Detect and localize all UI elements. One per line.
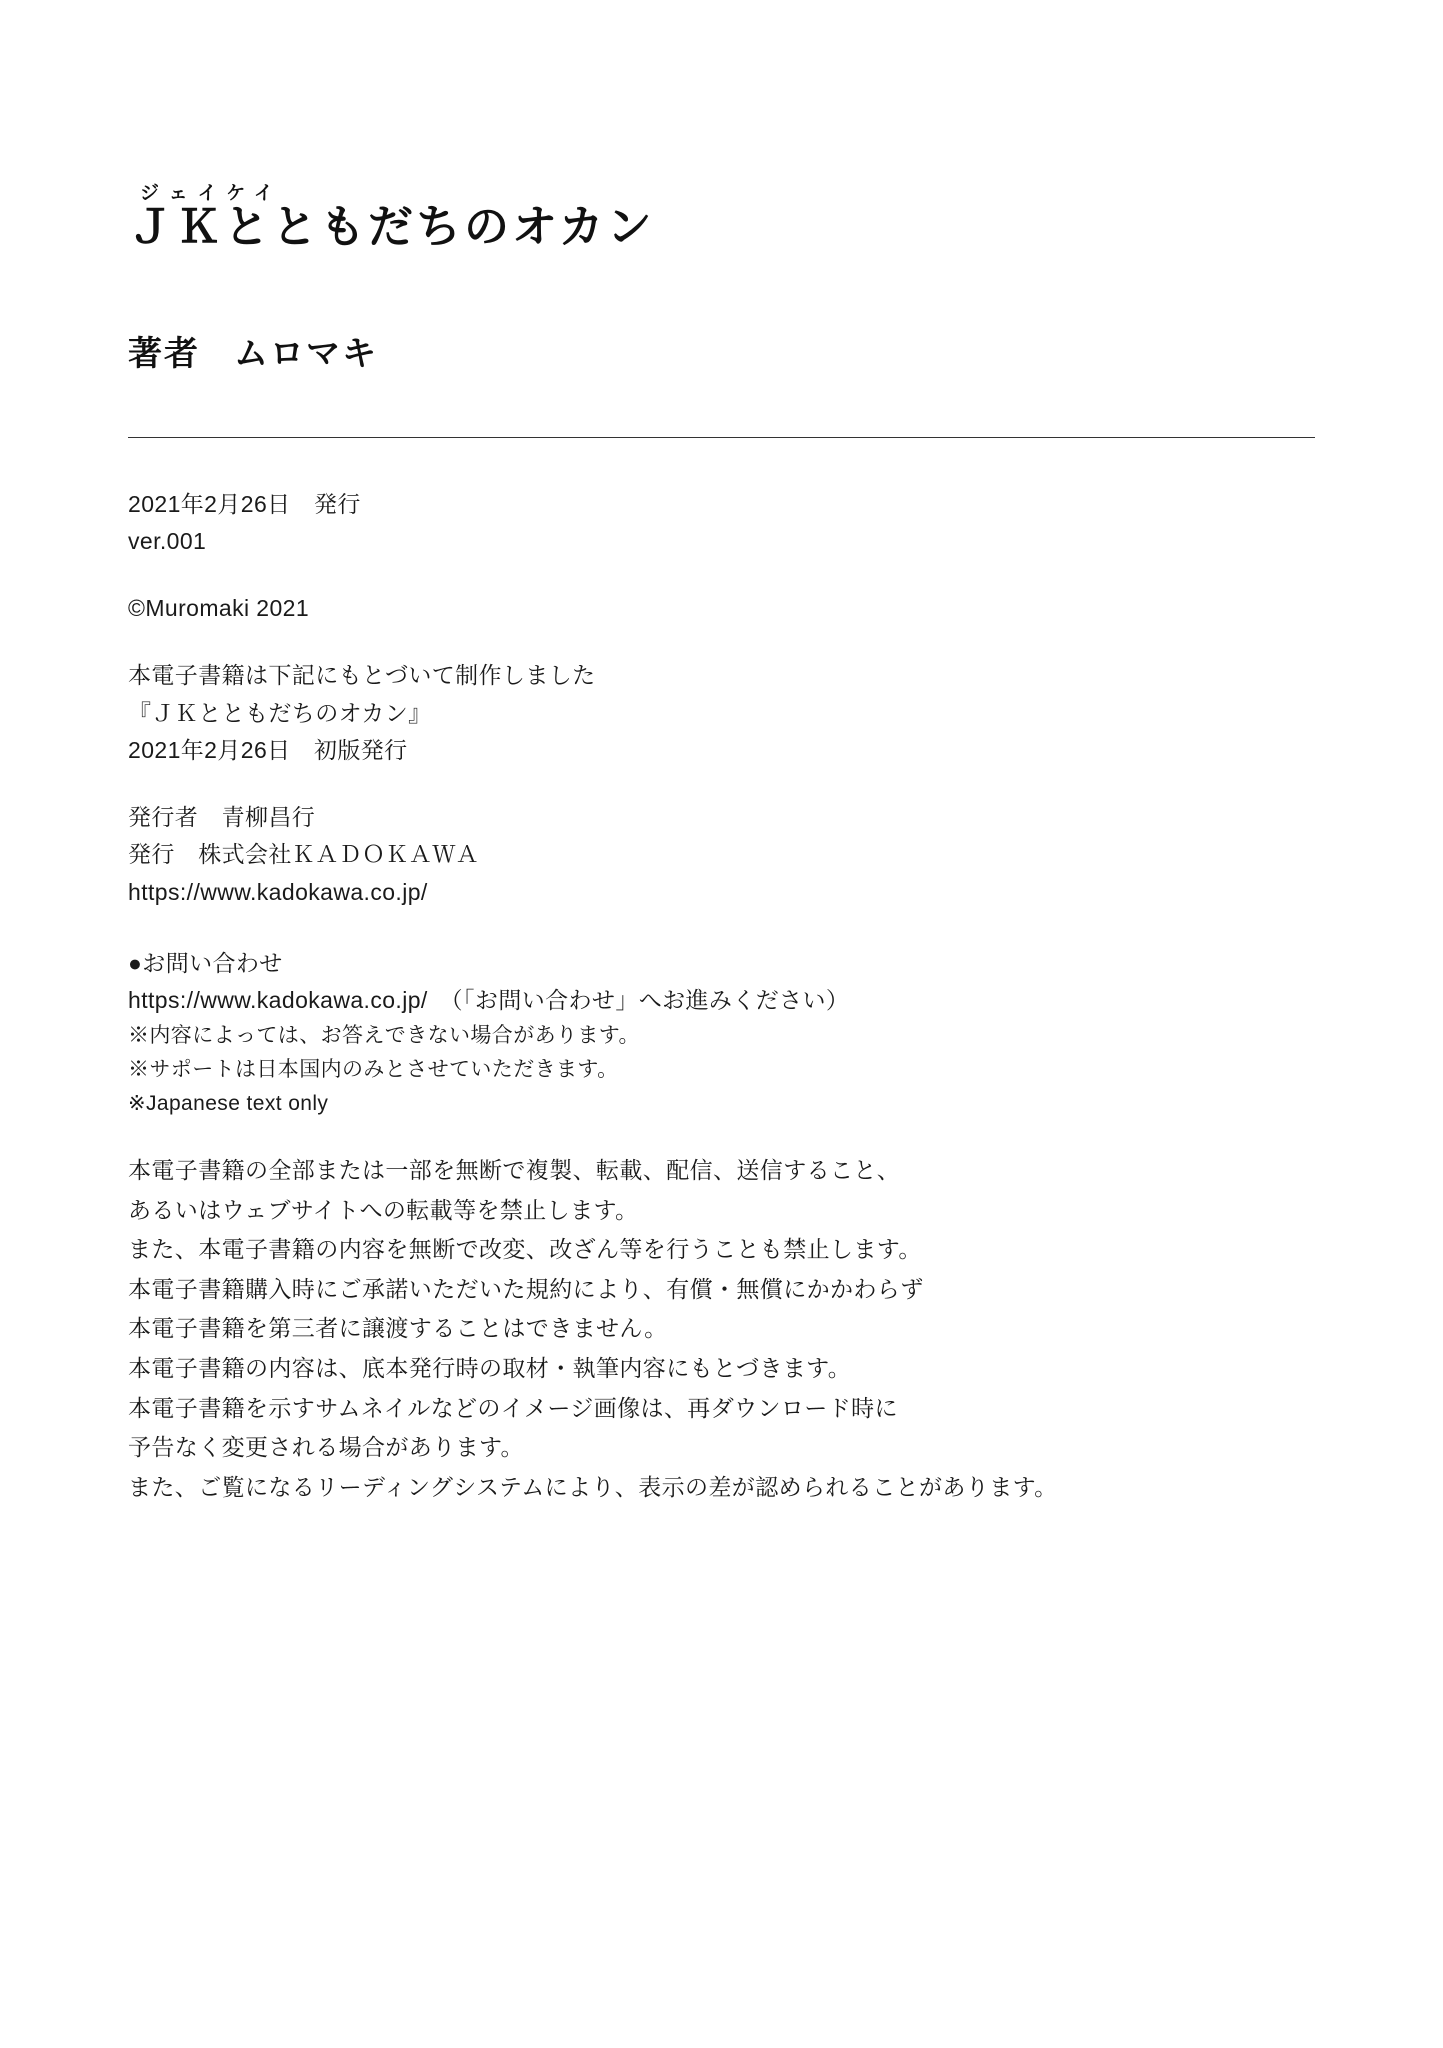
- author-name: ムロマキ: [234, 334, 378, 373]
- publisher-company: 発行 株式会社ＫＡＤＯＫＡＷＡ: [128, 841, 479, 868]
- contact-heading: ●お問い合わせ: [128, 949, 283, 976]
- legal-line: 本電子書籍を第三者に譲渡することはできません。: [128, 1315, 668, 1342]
- author-label: 著者: [128, 334, 200, 373]
- legal-line: 予告なく変更される場合があります。: [128, 1434, 524, 1461]
- basis-block: [128, 657, 1315, 769]
- legal-line: また、ご覧になるリーディングシステムにより、表示の差が認められることがあります。: [128, 1473, 1058, 1500]
- publication-info: [128, 486, 1315, 561]
- contact-note-2: ※サポートは日本国内のみとさせていただきます。: [128, 1058, 619, 1082]
- legal-line: 本電子書籍の内容は、底本発行時の取材・執筆内容にもとづきます。: [128, 1355, 852, 1382]
- publish-date: 2021年2月26日 発行: [128, 490, 361, 517]
- divider: [128, 437, 1315, 438]
- title-ruby: ジェイケイ: [140, 183, 283, 204]
- legal-line: 本電子書籍購入時にご承諾いただいた規約により、有償・無償にかかわらず: [128, 1275, 924, 1302]
- legal-line: あるいはウェブサイトへの転載等を禁止します。: [128, 1196, 639, 1223]
- page-title: ＪＫとともだちのオカン: [128, 201, 655, 252]
- basis-note-2: 『ＪＫとともだちのオカン』: [128, 699, 432, 726]
- copyright-block: [128, 590, 1315, 627]
- basis-note-1: 本電子書籍は下記にもとづいて制作しました: [128, 662, 596, 689]
- legal-block: [128, 1151, 1315, 1507]
- title-block: [128, 178, 1315, 252]
- copyright: ©Muromaki 2021: [128, 595, 310, 621]
- contact-block: [128, 945, 1315, 1122]
- contact-url[interactable]: https://www.kadokawa.co.jp/ （「お問い合わせ」へお進みください）: [128, 987, 850, 1013]
- legal-line: また、本電子書籍の内容を無断で改変、改ざん等を行うことも禁止します。: [128, 1236, 922, 1263]
- legal-line: 本電子書籍を示すサムネイルなどのイメージ画像は、再ダウンロード時に: [128, 1394, 898, 1421]
- publisher-block: [128, 799, 1315, 911]
- legal-line: 本電子書籍の全部または一部を無断で複製、転載、配信、送信すること、: [128, 1157, 901, 1184]
- contact-note-3: ※Japanese text only: [128, 1092, 329, 1116]
- basis-note-3: 2021年2月26日 初版発行: [128, 736, 408, 763]
- publisher-url[interactable]: https://www.kadokawa.co.jp/: [128, 878, 428, 905]
- contact-note-1: ※内容によっては、お答えできない場合があります。: [128, 1024, 640, 1048]
- version: ver.001: [128, 527, 207, 554]
- author-line: [128, 326, 1315, 375]
- publisher-person: 発行者 青柳昌行: [128, 804, 316, 830]
- colophon-body: [128, 486, 1315, 1508]
